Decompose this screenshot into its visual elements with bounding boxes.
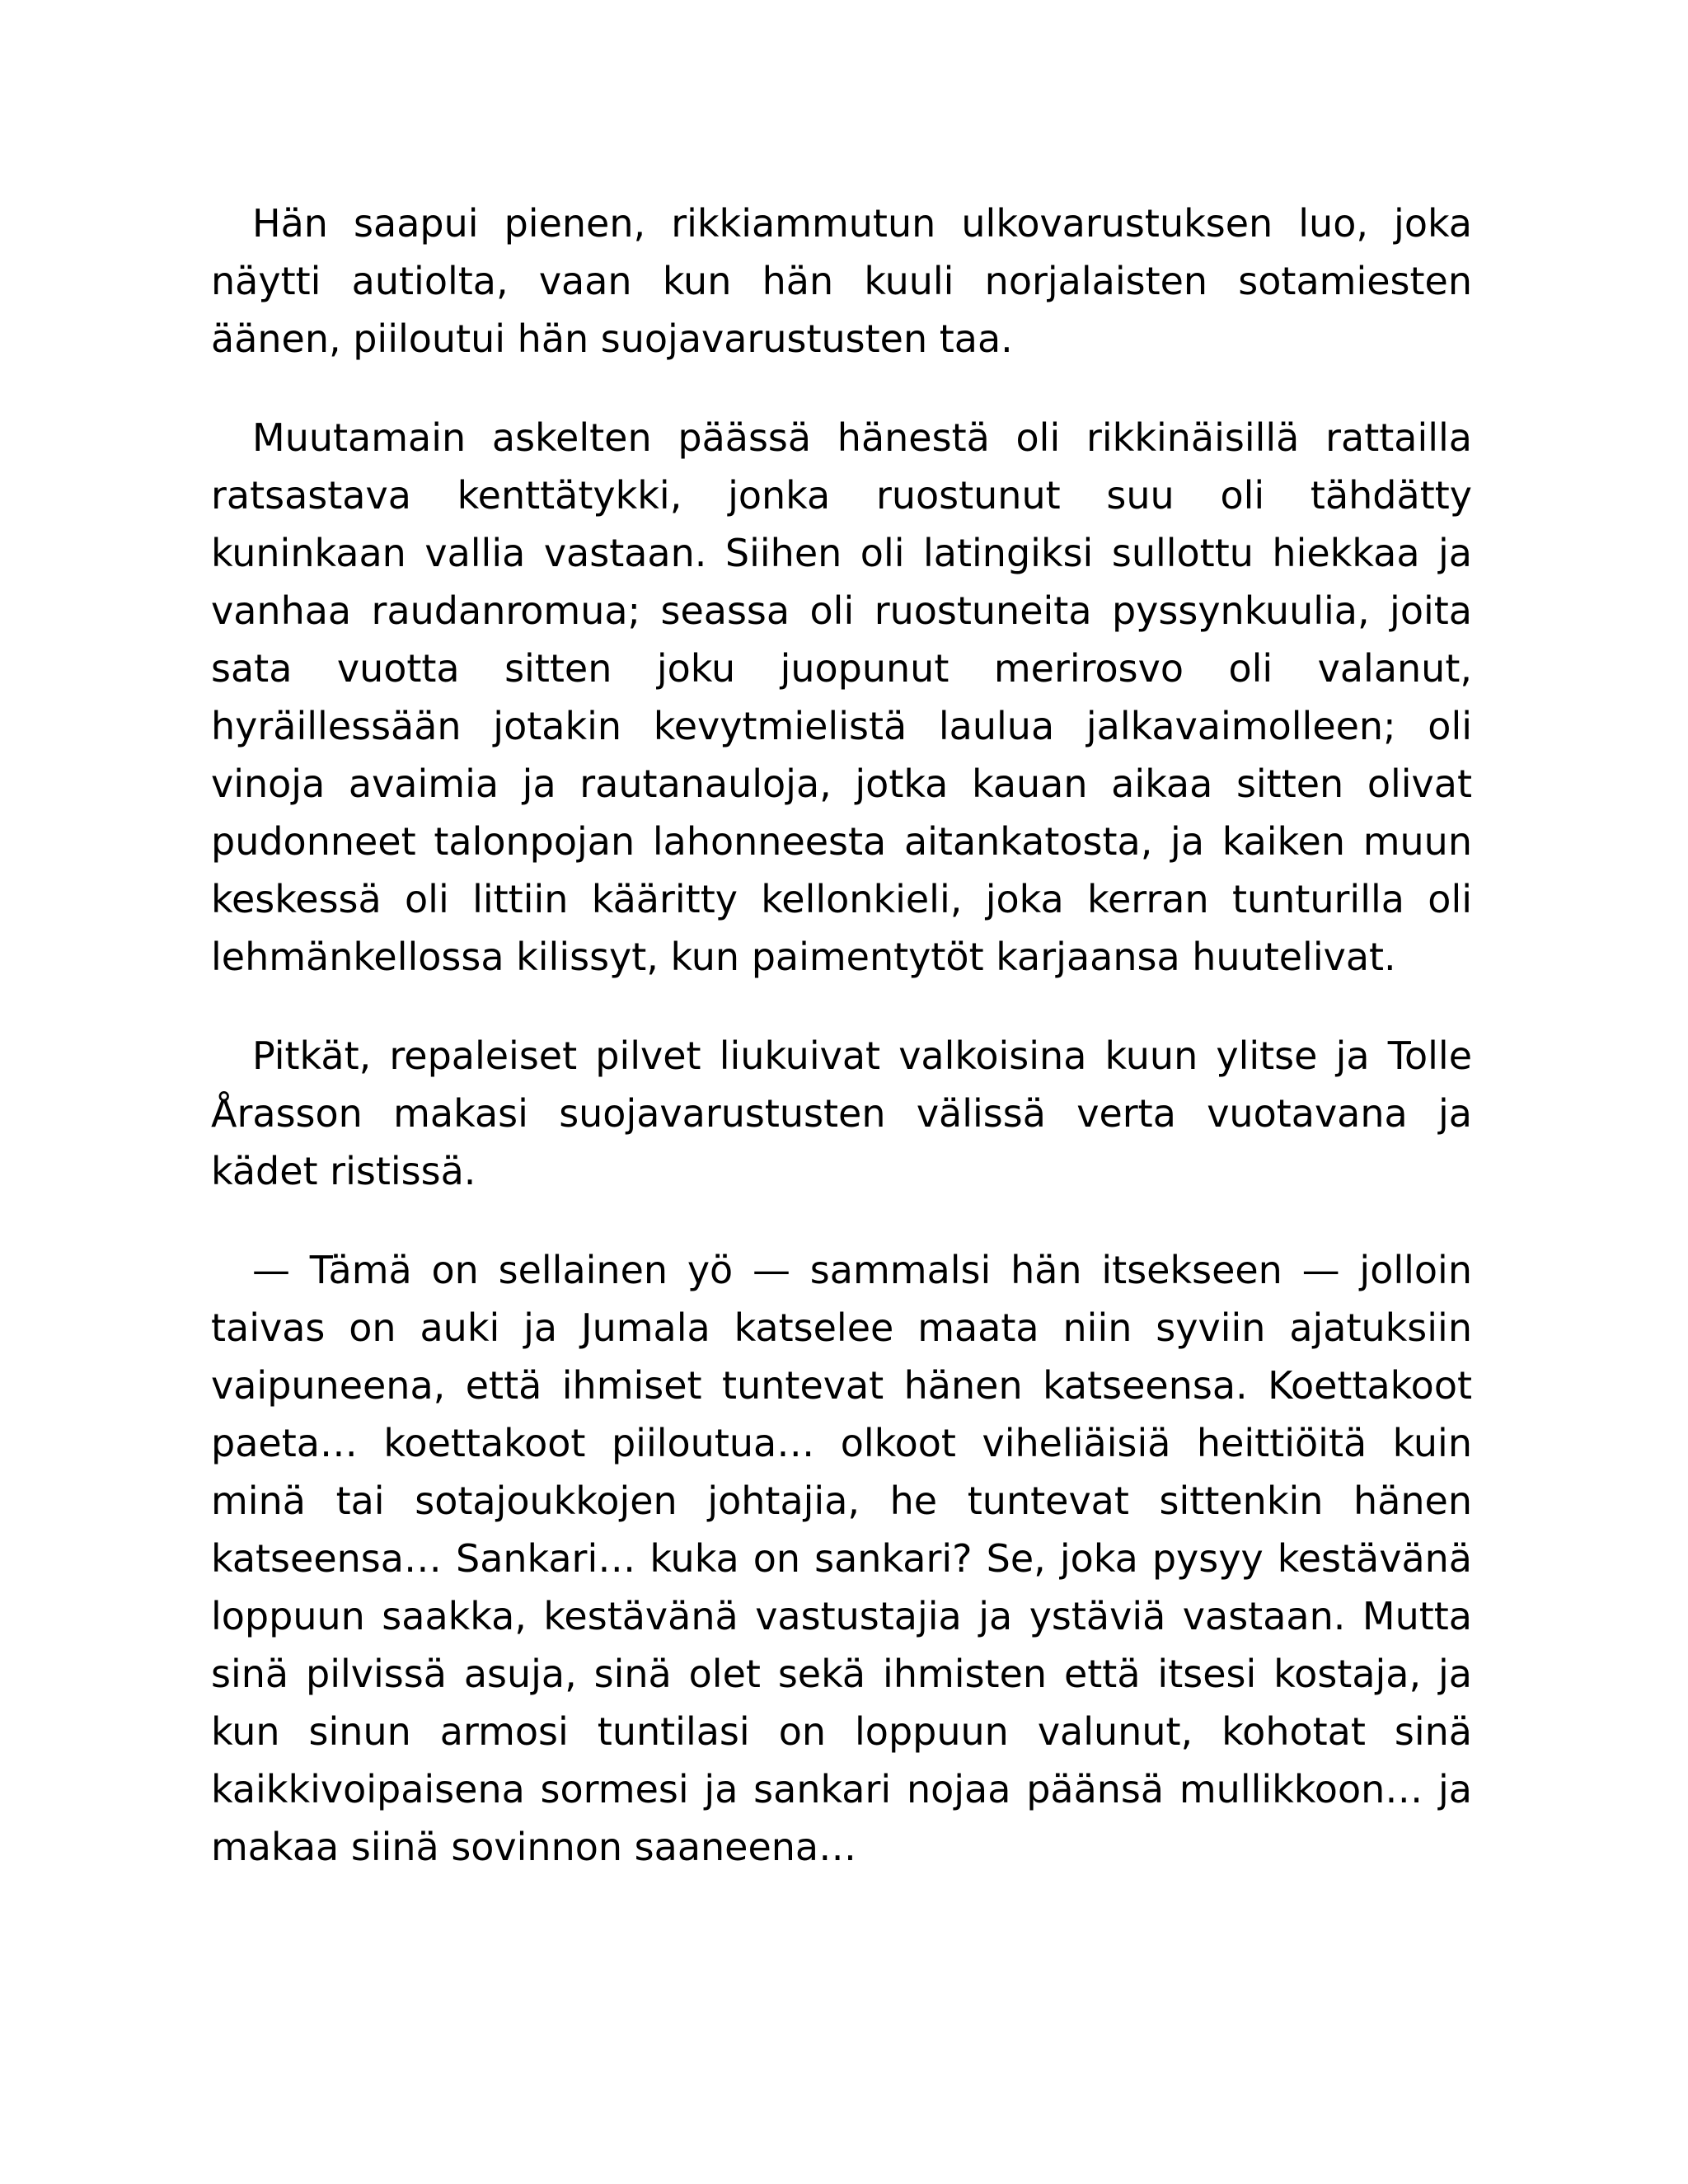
paragraph-2: Muutamain askelten päässä hänestä oli rikkinäisillä rattailla ratsastava kenttätykki, jonka ruostunut suu oli tähdätty kuninkaan vallia vastaan. Siihen oli latingiksi sullottu hiekkaa ja vanhaa raudanromua; seassa oli ruostuneita pyssynkuulia, joita sata vuotta sitten joku juopunut merirosvo oli valanut, hyräillessään jotakin kevytmielistä laulua jalkavaimolleen; oli vinoja avaimia ja rautanauloja, jotka kauan aikaa sitten olivat pudonneet talonpojan lahonneesta aitankatosta, ja kaiken muun keskessä oli littiin kääritty kellonkieli, joka kerran tunturilla oli lehmänkellossa kilissyt, kun paimentytöt karjaansa huutelivat. (211, 415, 1472, 979)
paragraph-3: Pitkät, repaleiset pilvet liukuivat valkoisina kuun ylitse ja Tolle Årasson makasi suojavarustusten välissä verta vuotavana ja kädet ristissä. (211, 1033, 1472, 1193)
paragraph-1: Hän saapui pienen, rikkiammutun ulkovarustuksen luo, joka näytti autiolta, vaan kun hän kuuli norjalaisten sotamiesten äänen, piiloutui hän suojavarustusten taa. (211, 201, 1472, 361)
paragraph-4: — Tämä on sellainen yö — sammalsi hän itsekseen — jolloin taivas on auki ja Jumala katselee maata niin syviin ajatuksiin vaipuneena, että ihmiset tuntevat hänen katseensa. Koettakoot paeta… koettakoot piiloutua… olkoot viheliäisiä heittiöitä kuin minä tai sotajoukkojen johtajia, he tuntevat sittenkin hänen katseensa… Sankari… kuka on sankari? Se, joka pysyy kestävänä loppuun saakka, kestävänä vastustajia ja ystäviä vastaan. Mutta sinä pilvissä asuja, sinä olet sekä ihmisten että itsesi kostaja, ja kun sinun armosi tuntilasi on loppuun valunut, kohotat sinä kaikkivoipaisena sormesi ja sankari nojaa päänsä mullikkoon… ja makaa siinä sovinnon saaneena… (211, 1248, 1472, 1869)
text-body (211, 194, 1472, 1876)
